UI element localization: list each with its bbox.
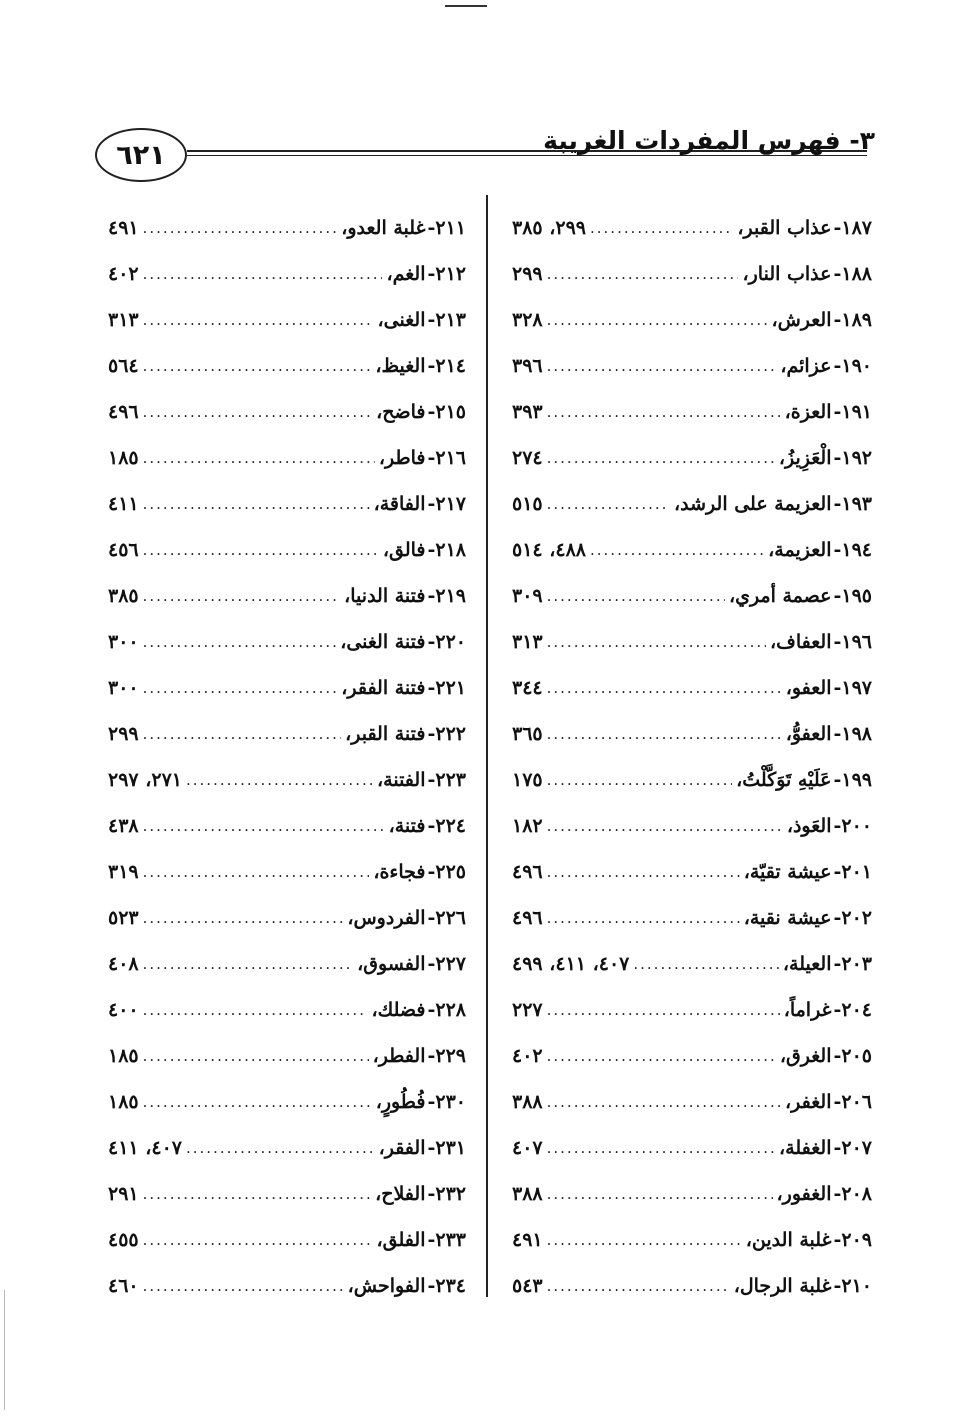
entry-term: عَلَيْهِ تَوَكَّلْتُ، bbox=[736, 769, 832, 791]
entry-term: الْعَزِيزُ، bbox=[778, 447, 832, 469]
index-entry bbox=[108, 711, 466, 757]
entry-term: الفطر، bbox=[372, 1045, 426, 1067]
entry-pages: ٥٢٣ bbox=[108, 907, 139, 929]
index-entry bbox=[512, 1125, 872, 1171]
entry-pages: ٤٩٦ bbox=[108, 401, 139, 423]
entry-pages: ٣١٣ bbox=[512, 631, 543, 653]
dot-leader bbox=[143, 725, 341, 743]
dot-leader bbox=[143, 403, 372, 421]
dot-leader bbox=[547, 1277, 730, 1295]
entry-number: ٢١٦- bbox=[427, 447, 466, 469]
entry-term: الغيظ، bbox=[375, 355, 426, 377]
entry-pages: ١٧٥ bbox=[512, 769, 543, 791]
entry-term: الغفور، bbox=[776, 1183, 832, 1205]
dot-leader bbox=[143, 909, 344, 927]
entry-pages: ١٨٥ bbox=[108, 1091, 139, 1113]
dot-leader bbox=[590, 219, 733, 237]
entry-number: ٢٢٠- bbox=[427, 631, 466, 653]
index-entry bbox=[108, 205, 466, 251]
index-entry bbox=[512, 895, 872, 941]
entry-term: العفاف، bbox=[770, 631, 832, 653]
entry-pages: ٣٠٠ bbox=[108, 631, 139, 653]
dot-leader bbox=[547, 679, 782, 697]
entry-number: ٢١٠- bbox=[833, 1275, 872, 1297]
index-entry bbox=[108, 1079, 466, 1125]
entry-term: العزة، bbox=[784, 401, 832, 423]
entry-term: العيلة، bbox=[782, 953, 832, 975]
dot-leader bbox=[186, 771, 373, 789]
entry-number: ٢١٥- bbox=[427, 401, 466, 423]
index-entry bbox=[512, 1171, 872, 1217]
entry-pages: ٣٨٨ bbox=[512, 1183, 543, 1205]
dot-leader bbox=[143, 955, 354, 973]
dot-leader bbox=[143, 311, 374, 329]
dot-leader bbox=[143, 357, 372, 375]
entry-pages: ٢٢٧ bbox=[512, 999, 543, 1021]
entry-pages: ٣٨٨ bbox=[512, 1091, 543, 1113]
column-divider bbox=[486, 195, 488, 1297]
dot-leader bbox=[547, 357, 777, 375]
entry-number: ٢٢٦- bbox=[427, 907, 466, 929]
index-entry bbox=[108, 941, 466, 987]
entry-number: ٢٢٣- bbox=[427, 769, 466, 791]
entry-number: ١٩٤- bbox=[833, 539, 872, 561]
index-entry bbox=[512, 849, 872, 895]
dot-leader bbox=[143, 1231, 373, 1249]
entry-term: الغنى، bbox=[377, 309, 426, 331]
index-entry bbox=[512, 941, 872, 987]
entry-term: فُطُورٍ، bbox=[375, 1091, 426, 1113]
index-entry bbox=[108, 573, 466, 619]
dot-leader bbox=[143, 1093, 372, 1111]
index-entry bbox=[512, 1033, 872, 1079]
entry-number: ١٩٧- bbox=[833, 677, 872, 699]
dot-leader bbox=[547, 449, 775, 467]
index-entry bbox=[512, 435, 872, 481]
dot-leader bbox=[547, 265, 739, 283]
dot-leader bbox=[143, 541, 379, 559]
scan-edge-mark bbox=[4, 1290, 5, 1410]
index-entry bbox=[108, 1263, 466, 1309]
entry-term: عذاب القبر، bbox=[737, 217, 832, 239]
entry-pages: ٤٠٧، ٤١١، ٤٩٩ bbox=[512, 953, 630, 975]
index-column-left bbox=[108, 205, 466, 1309]
index-entry bbox=[108, 1171, 466, 1217]
entry-term: غلبة الدين، bbox=[745, 1229, 832, 1251]
index-entry bbox=[108, 665, 466, 711]
index-entry bbox=[512, 343, 872, 389]
entry-pages: ٤٥٦ bbox=[108, 539, 139, 561]
dot-leader bbox=[633, 955, 779, 973]
entry-term: الفاقة، bbox=[373, 493, 426, 515]
dot-leader bbox=[143, 633, 337, 651]
index-entry bbox=[512, 619, 872, 665]
entry-number: ٢٣٤- bbox=[427, 1275, 466, 1297]
entry-pages: ١٨٥ bbox=[108, 447, 139, 469]
entry-number: ٢٠١- bbox=[833, 861, 872, 883]
dot-leader bbox=[547, 771, 732, 789]
dot-leader bbox=[143, 1277, 344, 1295]
entry-term: فجاءة، bbox=[373, 861, 426, 883]
entry-term: الفردوس، bbox=[347, 907, 426, 929]
index-entry bbox=[512, 757, 872, 803]
dot-leader bbox=[547, 1093, 781, 1111]
entry-number: ١٩٥- bbox=[833, 585, 872, 607]
entry-pages: ٤١١ bbox=[108, 493, 139, 515]
dot-leader bbox=[143, 265, 383, 283]
entry-number: ١٩٨- bbox=[833, 723, 872, 745]
entry-term: الفقر، bbox=[378, 1137, 426, 1159]
entry-pages: ٤٣٨ bbox=[108, 815, 139, 837]
entry-pages: ٤٥٥ bbox=[108, 1229, 139, 1251]
index-entry bbox=[108, 527, 466, 573]
index-entry bbox=[512, 1263, 872, 1309]
dot-leader bbox=[143, 817, 385, 835]
entry-term: فتنة الفقر، bbox=[341, 677, 426, 699]
entry-number: ٢١١- bbox=[427, 217, 466, 239]
dot-leader bbox=[547, 587, 725, 605]
dot-leader bbox=[547, 1231, 742, 1249]
entry-term: الفتنة، bbox=[377, 769, 426, 791]
index-entry bbox=[512, 1079, 872, 1125]
entry-pages: ٢٩٩ bbox=[108, 723, 139, 745]
entry-number: ٢١٨- bbox=[427, 539, 466, 561]
index-entry bbox=[512, 573, 872, 619]
entry-term: الغرق، bbox=[779, 1045, 832, 1067]
entry-term: فضلك، bbox=[371, 999, 426, 1021]
entry-number: ٢٢١- bbox=[427, 677, 466, 699]
entry-number: ١٩٣- bbox=[833, 493, 872, 515]
entry-number: ٢١٣- bbox=[427, 309, 466, 331]
index-entry bbox=[512, 527, 872, 573]
dot-leader bbox=[143, 219, 338, 237]
index-entry bbox=[108, 1033, 466, 1079]
entry-pages: ٣٨٥ bbox=[108, 585, 139, 607]
entry-number: ٢٠٣- bbox=[833, 953, 872, 975]
entry-term: عذاب النار، bbox=[742, 263, 832, 285]
entry-term: الغم، bbox=[386, 263, 426, 285]
entry-number: ٢٠٦- bbox=[833, 1091, 872, 1113]
index-entry bbox=[512, 389, 872, 435]
index-entry bbox=[108, 619, 466, 665]
entry-pages: ٣١٩ bbox=[108, 861, 139, 883]
entry-number: ٢١٩- bbox=[427, 585, 466, 607]
dot-leader bbox=[143, 679, 338, 697]
dot-leader bbox=[547, 817, 783, 835]
page-header bbox=[95, 118, 875, 193]
index-entry bbox=[108, 849, 466, 895]
entry-number: ٢٣٣- bbox=[427, 1229, 466, 1251]
index-entry bbox=[108, 481, 466, 527]
index-entry bbox=[512, 1217, 872, 1263]
index-entry bbox=[512, 297, 872, 343]
section-title: ٣- فهرس المفردات الغريبة bbox=[543, 126, 875, 155]
index-entry bbox=[512, 665, 872, 711]
entry-term: العَوذ، bbox=[786, 815, 832, 837]
index-entry bbox=[108, 1125, 466, 1171]
entry-term: العفوُّ، bbox=[785, 723, 832, 745]
entry-pages: ٣٤٤ bbox=[512, 677, 543, 699]
entry-number: ٢٠٥- bbox=[833, 1045, 872, 1067]
dot-leader bbox=[143, 1001, 368, 1019]
entry-pages: ٤٠٨ bbox=[108, 953, 139, 975]
entry-term: فالق، bbox=[382, 539, 426, 561]
entry-pages: ٢٧٤ bbox=[512, 447, 543, 469]
entry-term: الفواحش، bbox=[347, 1275, 426, 1297]
entry-number: ٢١٢- bbox=[427, 263, 466, 285]
top-crop-mark bbox=[445, 0, 487, 7]
index-entry bbox=[108, 803, 466, 849]
page-number: ٦٢١ bbox=[116, 139, 166, 171]
entry-number: ٢٢٤- bbox=[427, 815, 466, 837]
dot-leader bbox=[547, 909, 740, 927]
entry-term: العفو، bbox=[785, 677, 832, 699]
index-entry bbox=[108, 987, 466, 1033]
index-entry bbox=[512, 481, 872, 527]
index-column-right bbox=[512, 205, 872, 1309]
entry-term: غلبة الرجال، bbox=[733, 1275, 832, 1297]
entry-pages: ٤٠٠ bbox=[108, 999, 139, 1021]
entry-number: ٢١٧- bbox=[427, 493, 466, 515]
index-entry bbox=[108, 1217, 466, 1263]
index-entry bbox=[108, 895, 466, 941]
dot-leader bbox=[143, 1047, 369, 1065]
dot-leader bbox=[547, 495, 670, 513]
dot-leader bbox=[547, 633, 766, 651]
entry-pages: ٣٩٦ bbox=[512, 355, 543, 377]
entry-term: الفلق، bbox=[376, 1229, 426, 1251]
entry-pages: ٤٠٧، ٤١١ bbox=[108, 1137, 182, 1159]
header-rule-thin bbox=[187, 155, 867, 156]
index-entry bbox=[108, 251, 466, 297]
entry-number: ٢٠٢- bbox=[833, 907, 872, 929]
entry-term: الغفلة، bbox=[779, 1137, 832, 1159]
entry-number: ٢٠٧- bbox=[833, 1137, 872, 1159]
dot-leader bbox=[547, 1185, 773, 1203]
dot-leader bbox=[547, 863, 740, 881]
entry-number: ١٩٩- bbox=[833, 769, 872, 791]
entry-pages: ٤٠٢ bbox=[108, 263, 139, 285]
entry-number: ١٨٨- bbox=[833, 263, 872, 285]
page-number-oval bbox=[95, 128, 187, 182]
index-entry bbox=[512, 711, 872, 757]
entry-pages: ٥٦٤ bbox=[108, 355, 139, 377]
entry-term: فتنة القبر، bbox=[345, 723, 426, 745]
entry-term: العزيمة على الرشد، bbox=[674, 493, 832, 515]
entry-pages: ٢٩٩ bbox=[512, 263, 543, 285]
entry-term: الفلاح، bbox=[375, 1183, 426, 1205]
entry-pages: ٤٠٢ bbox=[512, 1045, 543, 1067]
index-entry bbox=[512, 987, 872, 1033]
index-entry bbox=[512, 803, 872, 849]
entry-term: فتنة الغنى، bbox=[340, 631, 426, 653]
entry-number: ١٨٧- bbox=[833, 217, 872, 239]
entry-pages: ٤٩١ bbox=[108, 217, 139, 239]
entry-term: الغفر، bbox=[785, 1091, 832, 1113]
entry-pages: ٢٩٩، ٣٨٥ bbox=[512, 217, 586, 239]
dot-leader bbox=[547, 1001, 780, 1019]
entry-number: ٢٠٤- bbox=[833, 999, 872, 1021]
entry-number: ١٩٠- bbox=[833, 355, 872, 377]
entry-term: العزيمة، bbox=[768, 539, 832, 561]
entry-number: ٢٢٩- bbox=[427, 1045, 466, 1067]
entry-term: عصمة أمري، bbox=[728, 585, 832, 607]
entry-pages: ٢٩١ bbox=[108, 1183, 139, 1205]
entry-pages: ٢٧١، ٢٩٧ bbox=[108, 769, 182, 791]
entry-term: غراماً، bbox=[783, 999, 832, 1021]
entry-pages: ٤٩١ bbox=[512, 1229, 543, 1251]
entry-pages: ٥٤٣ bbox=[512, 1275, 543, 1297]
dot-leader bbox=[143, 1185, 371, 1203]
entry-number: ٢٠٨- bbox=[833, 1183, 872, 1205]
entry-number: ٢١٤- bbox=[427, 355, 466, 377]
entry-term: غلبة العدو، bbox=[341, 217, 426, 239]
index-entry bbox=[108, 389, 466, 435]
entry-pages: ٤٩٦ bbox=[512, 861, 543, 883]
entry-pages: ٣١٣ bbox=[108, 309, 139, 331]
dot-leader bbox=[143, 863, 370, 881]
entry-pages: ٣٢٨ bbox=[512, 309, 543, 331]
entry-number: ٢٢٨- bbox=[427, 999, 466, 1021]
entry-number: ٢٠٩- bbox=[833, 1229, 872, 1251]
dot-leader bbox=[143, 587, 341, 605]
dot-leader bbox=[547, 311, 768, 329]
entry-number: ١٩٦- bbox=[833, 631, 872, 653]
entry-pages: ٤٩٦ bbox=[512, 907, 543, 929]
entry-number: ٢٣٢- bbox=[427, 1183, 466, 1205]
entry-number: ١٩٢- bbox=[833, 447, 872, 469]
index-entry bbox=[108, 297, 466, 343]
entry-term: فتنة الدنيا، bbox=[344, 585, 426, 607]
entry-pages: ٣٦٥ bbox=[512, 723, 543, 745]
entry-pages: ١٨٥ bbox=[108, 1045, 139, 1067]
dot-leader bbox=[186, 1139, 375, 1157]
entry-number: ١٩١- bbox=[833, 401, 872, 423]
dot-leader bbox=[547, 1139, 775, 1157]
index-entry bbox=[108, 435, 466, 481]
entry-pages: ١٨٢ bbox=[512, 815, 543, 837]
entry-term: الفسوق، bbox=[357, 953, 426, 975]
entry-term: فتنة، bbox=[388, 815, 426, 837]
entry-number: ٢٢٥- bbox=[427, 861, 466, 883]
entry-pages: ٣٠٠ bbox=[108, 677, 139, 699]
entry-term: عزائم، bbox=[780, 355, 832, 377]
entry-term: فاضح، bbox=[376, 401, 426, 423]
entry-number: ٢٣١- bbox=[427, 1137, 466, 1159]
entry-pages: ٣٠٩ bbox=[512, 585, 543, 607]
dot-leader bbox=[590, 541, 764, 559]
entry-term: العرش، bbox=[771, 309, 832, 331]
dot-leader bbox=[547, 403, 781, 421]
entry-number: ٢٣٠- bbox=[427, 1091, 466, 1113]
dot-leader bbox=[547, 1047, 776, 1065]
entry-number: ٢٢٢- bbox=[427, 723, 466, 745]
entry-term: فاطر، bbox=[378, 447, 426, 469]
entry-pages: ٥١٥ bbox=[512, 493, 543, 515]
dot-leader bbox=[143, 449, 375, 467]
entry-number: ٢٢٧- bbox=[427, 953, 466, 975]
entry-pages: ٤٠٧ bbox=[512, 1137, 543, 1159]
index-entry bbox=[108, 343, 466, 389]
entry-pages: ٣٩٣ bbox=[512, 401, 543, 423]
index-entry bbox=[512, 205, 872, 251]
index-entry bbox=[512, 251, 872, 297]
entry-term: عيشة نقية، bbox=[743, 907, 832, 929]
entry-pages: ٤٦٠ bbox=[108, 1275, 139, 1297]
index-entry bbox=[108, 757, 466, 803]
entry-number: ١٨٩- bbox=[833, 309, 872, 331]
dot-leader bbox=[547, 725, 782, 743]
entry-number: ٢٠٠- bbox=[833, 815, 872, 837]
entry-term: عيشة تقيّة، bbox=[743, 861, 832, 883]
dot-leader bbox=[143, 495, 370, 513]
entry-pages: ٤٨٨، ٥١٤ bbox=[512, 539, 586, 561]
